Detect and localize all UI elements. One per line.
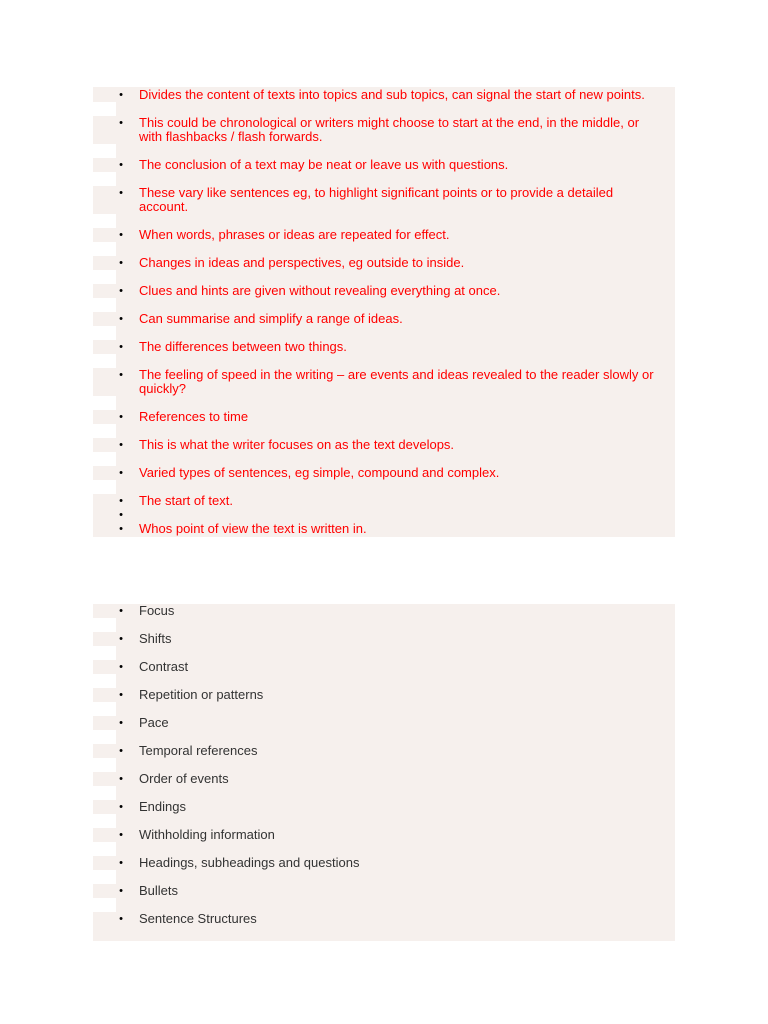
terms-list: [93, 604, 675, 926]
definition-text: This is what the writer focuses on as the text develops.: [139, 437, 455, 452]
list-item: [93, 856, 675, 870]
bullet-icon: •: [119, 509, 123, 521]
list-item: [93, 772, 675, 786]
list-item: [93, 256, 675, 270]
definition-text: These vary like sentences eg, to highlight significant points or to provide a detailed account.: [139, 185, 614, 214]
term-text: Headings, subheadings and questions: [139, 855, 360, 870]
list-item: [93, 228, 675, 242]
list-item: [93, 522, 675, 536]
definition-text: Clues and hints are given without revealing everything at once.: [139, 283, 501, 298]
list-item: [93, 158, 675, 172]
bullet-icon: •: [119, 257, 123, 269]
list-item: [93, 312, 675, 326]
definition-text: [139, 507, 143, 522]
bullet-icon: •: [119, 369, 123, 381]
definition-text: The differences between two things.: [139, 339, 347, 354]
list-item: [93, 660, 675, 674]
definition-text: Changes in ideas and perspectives, eg outside to inside.: [139, 255, 465, 270]
list-item: [93, 438, 675, 452]
definition-text: Varied types of sentences, eg simple, compound and complex.: [139, 465, 500, 480]
term-text: Pace: [139, 715, 169, 730]
definition-text: The conclusion of a text may be neat or leave us with questions.: [139, 157, 509, 172]
bullet-icon: •: [119, 801, 123, 813]
bullet-icon: •: [119, 717, 123, 729]
bullet-icon: •: [119, 159, 123, 171]
term-text: Bullets: [139, 883, 179, 898]
list-item: [93, 340, 675, 354]
list-item: [93, 368, 675, 396]
definition-text: Whos point of view the text is written in.: [139, 521, 367, 536]
bullet-icon: •: [119, 773, 123, 785]
term-text: Focus: [139, 603, 175, 618]
list-item: [93, 688, 675, 702]
list-item: [93, 716, 675, 730]
bullet-icon: •: [119, 829, 123, 841]
definitions-list: [93, 88, 675, 536]
bullet-icon: •: [119, 117, 123, 129]
bullet-icon: •: [119, 689, 123, 701]
terms-list-block: [93, 604, 675, 941]
term-text: Order of events: [139, 771, 229, 786]
list-item: [93, 186, 675, 214]
list-item: [93, 604, 675, 618]
bullet-icon: •: [119, 885, 123, 897]
term-text: Contrast: [139, 659, 189, 674]
list-item: [93, 632, 675, 646]
definitions-list-block: [93, 87, 675, 537]
bullet-icon: •: [119, 661, 123, 673]
bullet-icon: •: [119, 745, 123, 757]
bullet-icon: •: [119, 285, 123, 297]
bullet-icon: •: [119, 439, 123, 451]
definition-text: When words, phrases or ideas are repeated for effect.: [139, 227, 450, 242]
list-item: [93, 828, 675, 842]
bullet-icon: •: [119, 605, 123, 617]
bullet-icon: •: [119, 913, 123, 925]
list-item: [93, 284, 675, 298]
list-item: [93, 410, 675, 424]
bullet-icon: •: [119, 341, 123, 353]
term-text: Shifts: [139, 631, 172, 646]
list-item: [93, 744, 675, 758]
term-text: Endings: [139, 799, 186, 814]
term-text: Sentence Structures: [139, 911, 257, 926]
list-item: [93, 466, 675, 480]
bullet-icon: •: [119, 89, 123, 101]
bullet-icon: •: [119, 467, 123, 479]
definition-text: The start of text.: [139, 493, 233, 508]
definition-text: This could be chronological or writers might choose to start at the end, in the middle, or with flashbacks / flash forwards.: [139, 115, 640, 144]
bullet-icon: •: [119, 229, 123, 241]
bullet-icon: •: [119, 523, 123, 535]
list-item-empty: [93, 508, 675, 522]
list-item: [93, 116, 675, 144]
definition-text: Divides the content of texts into topics and sub topics, can signal the start of new points.: [139, 87, 645, 102]
bullet-icon: •: [119, 313, 123, 325]
bullet-icon: •: [119, 495, 123, 507]
list-item: [93, 800, 675, 814]
list-item: [93, 912, 675, 926]
list-item: [93, 494, 675, 508]
term-text: Repetition or patterns: [139, 687, 264, 702]
list-item: [93, 884, 675, 898]
definition-text: References to time: [139, 409, 249, 424]
bullet-icon: •: [119, 411, 123, 423]
definition-text: Can summarise and simplify a range of ideas.: [139, 311, 403, 326]
bullet-icon: •: [119, 633, 123, 645]
bullet-icon: •: [119, 187, 123, 199]
bullet-icon: •: [119, 857, 123, 869]
definition-text: The feeling of speed in the writing – are events and ideas revealed to the reader slowly or quickly?: [139, 367, 654, 396]
term-text: Temporal references: [139, 743, 258, 758]
term-text: Withholding information: [139, 827, 275, 842]
list-item: [93, 88, 675, 102]
